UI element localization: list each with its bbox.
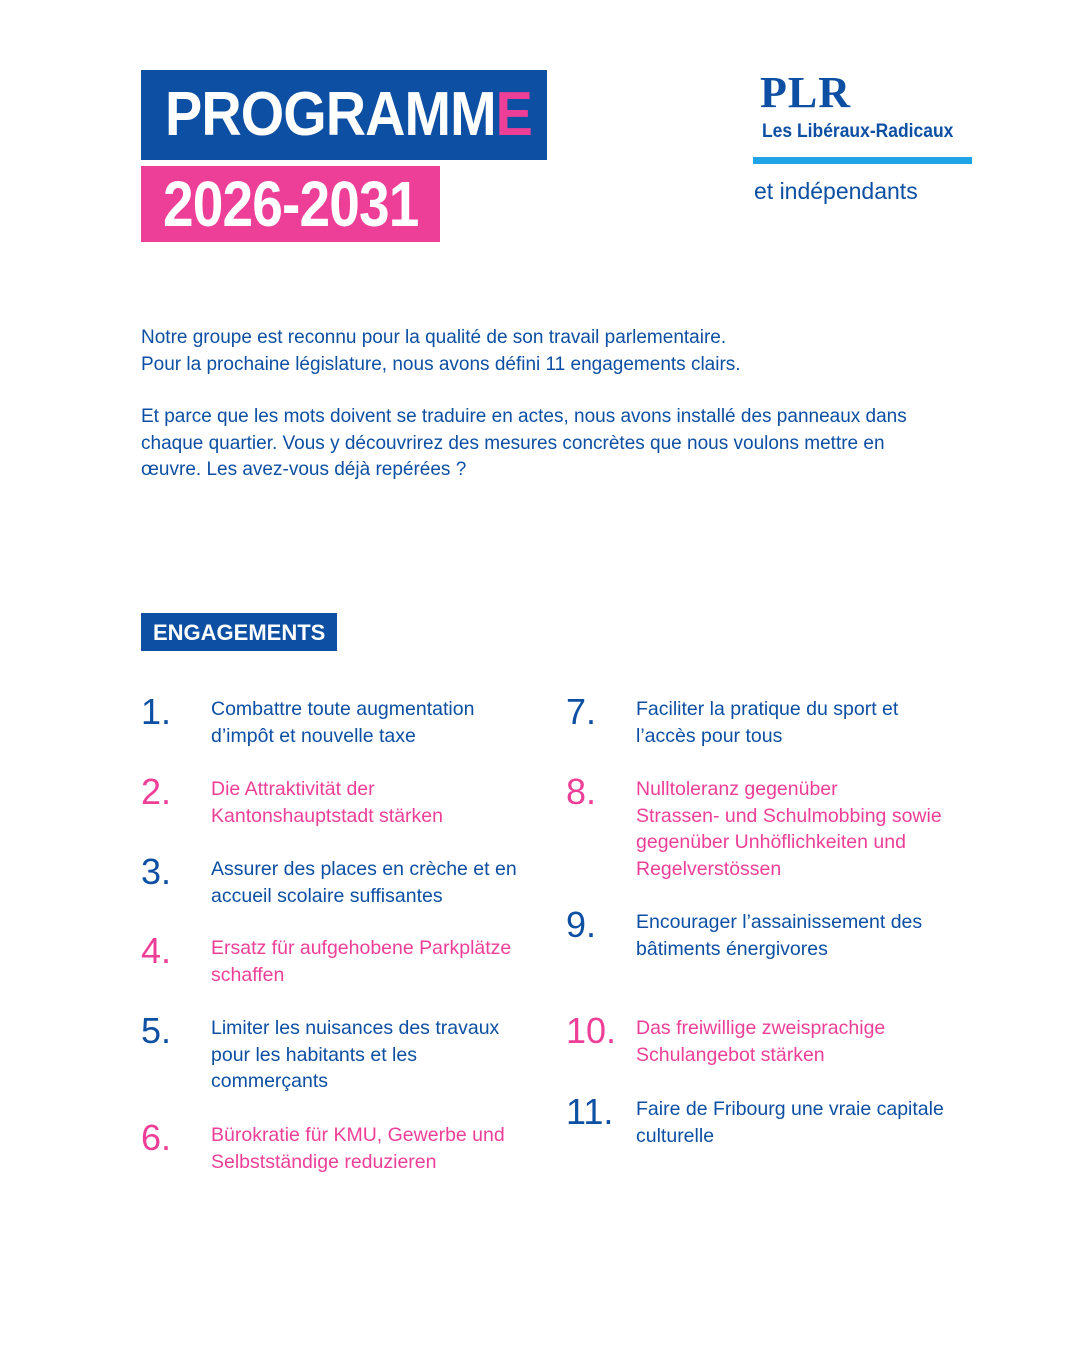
logo-tagline: et indépendants [754,178,918,204]
page-title [165,82,532,148]
engagements-heading: ENGAGEMENTS [141,613,337,651]
engagement-text: Assurer des places en crèche et en accueil scolaire suffisantes [211,858,517,907]
engagement-number: 9. [566,904,597,945]
engagement-text: Die Attraktivität der Kantonshauptstadt stärken [211,778,443,827]
intro-paragraph-1: Notre groupe est reconnu pour la qualité de son travail parlementaire. Pour la prochaine législature, nous avons défini 11 engagements clairs. [141,327,741,375]
engagement-text: Encourager l’assainissement des bâtiments énergivores [636,911,923,960]
engagement-text: Combattre toute augmentation d’impôt et nouvelle taxe [211,698,475,747]
title-main: PROGRAMM [165,80,496,149]
engagement-text: Das freiwillige zweisprachige Schulangebot stärken [636,1017,886,1066]
years-label: 2026-2031 [163,168,419,240]
engagement-number: 7. [566,691,597,732]
engagement-number: 2. [141,771,172,812]
engagement-text: Nulltoleranz gegenüber Strassen- und Schulmobbing sowie gegenüber Unhöflichkeiten und Regelverstössen [636,778,942,880]
engagement-number: 3. [141,851,172,892]
engagement-number: 10. [566,1010,617,1051]
engagement-text: Faciliter la pratique du sport et l’accès pour tous [636,698,899,747]
engagement-number: 1. [141,691,172,732]
engagement-number: 8. [566,771,597,812]
engagement-text: Faire de Fribourg une vraie capitale culturelle [636,1098,944,1147]
engagement-number: 11. [566,1091,614,1132]
logo-subtitle: Les Libéraux-Radicaux [762,121,954,142]
engagement-text: Limiter les nuisances des travaux pour les habitants et les commerçants [211,1017,500,1092]
title-accent-letter: E [495,80,533,149]
engagement-number: 5. [141,1010,172,1051]
logo-divider [753,157,972,164]
intro-text [141,325,961,484]
engagement-text: Ersatz für aufgehobene Parkplätze schaffen [211,937,512,986]
engagement-number: 4. [141,930,172,971]
years-banner [141,166,440,242]
intro-paragraph-2: Et parce que les mots doivent se traduire en actes, nous avons installé des panneaux dans chaque quartier. Vous y découvrirez des mesures concrètes que nous voulons mettre en œuvre. Les avez-vous déjà repérées ? [141,406,907,480]
title-banner [141,70,547,160]
engagement-text: Bürokratie für KMU, Gewerbe und Selbstständige reduzieren [211,1124,505,1173]
engagement-number: 6. [141,1117,172,1158]
plr-logo: PLR [760,68,851,117]
